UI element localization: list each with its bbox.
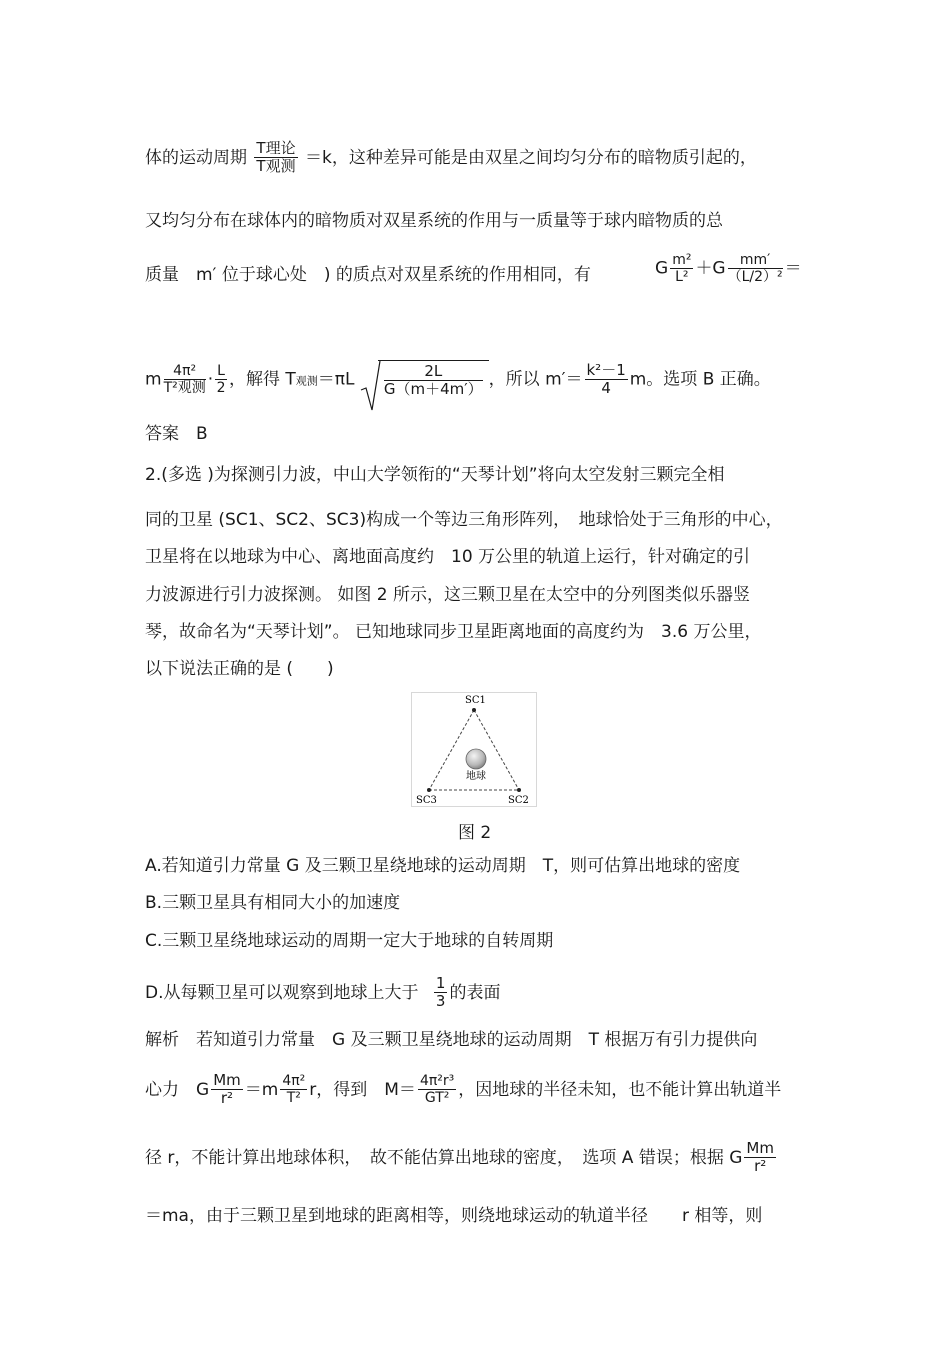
fraction-numerator: 4π²	[164, 363, 206, 380]
text-segment: 质量 m′ 位于球心处 ) 的质点对双星系统的作用相同，有	[145, 265, 591, 285]
question-text: 琴，故命名为“天琴计划”。 已知地球同步卫星距离地面的高度约为 3.6 万公里，	[145, 622, 762, 642]
fraction	[211, 1072, 243, 1108]
fraction-denominator: （L/2）²	[727, 269, 783, 286]
option-text: D.从每颗卫星可以观察到地球上大于	[145, 982, 419, 1003]
answer-line	[145, 423, 208, 445]
analysis-line-2	[145, 1072, 781, 1108]
earth-label: 地球	[466, 771, 486, 782]
satellite-triangle-figure	[411, 692, 537, 807]
text-segment: 体的运动周期	[145, 147, 247, 168]
question-text: 以下说法正确的是 ( )	[145, 659, 334, 679]
question-text: 2.(多选 )为探测引力波，中山大学领衔的“天琴计划”将向太空发射三颗完全相	[145, 465, 725, 485]
fraction-denominator: T²	[286, 1090, 301, 1107]
question-line	[145, 584, 750, 606]
square-root	[360, 360, 489, 399]
fraction	[215, 363, 227, 396]
analysis-text: ＝ma，由于三颗卫星到地球的距离相等，则绕地球运动的轨道半径 r 相等，则	[145, 1206, 763, 1226]
question-line	[145, 621, 761, 643]
text-segment: 又均匀分布在球体内的暗物质对双星系统的作用与一质量等于球内暗物质的总	[145, 211, 723, 231]
fraction-numerator: T理论	[256, 139, 296, 157]
option-text: C.三颗卫星绕地球运动的周期一定大于地球的自转周期	[145, 931, 554, 951]
sc1-label: SC1	[465, 695, 486, 706]
sc2-label: SC2	[508, 795, 529, 806]
analysis-text: ，因地球的半径未知，也不能计算出轨道半	[458, 1079, 782, 1100]
option-c	[145, 930, 553, 952]
question-line	[145, 658, 334, 680]
fraction	[728, 252, 783, 285]
fraction-numerator: Mm	[746, 1139, 774, 1157]
fraction-denominator: 3	[435, 992, 446, 1011]
equation-symbol: ＝m	[244, 1079, 279, 1100]
option-b	[145, 892, 400, 914]
fraction	[744, 1140, 776, 1176]
question-line	[145, 464, 725, 486]
subscript: 观测	[295, 374, 318, 388]
question-text: 同的卫星 (SC1、SC2、SC3)构成一个等边三角形阵列， 地球恰处于三角形的中心，	[145, 510, 783, 530]
fraction-numerator: Mm	[213, 1071, 241, 1089]
fraction	[434, 975, 448, 1011]
answer-text: 答案 B	[145, 424, 208, 444]
triangle-diagram	[412, 693, 536, 806]
text-line-3	[145, 264, 591, 286]
text-segment: m。选项 B 正确。	[629, 369, 771, 390]
fraction-numerator: 4π²	[282, 1073, 306, 1090]
analysis-line-3	[145, 1140, 778, 1176]
equation-symbol: ＝	[784, 258, 802, 279]
fraction-numerator: 1	[435, 974, 446, 992]
ratio-fraction	[254, 140, 297, 176]
fraction-denominator: T²观测	[163, 379, 206, 396]
figure-caption: 图 2	[458, 823, 492, 843]
option-text: B.三颗卫星具有相同大小的加速度	[145, 893, 401, 913]
equation-symbol: ·	[207, 369, 214, 390]
text-line-1	[145, 140, 757, 176]
analysis-text: 径 r，不能计算出地球体积， 故不能估算出地球的密度， 选项 A 错误；根据 G	[145, 1147, 743, 1168]
fraction-denominator: G（m＋4m′）	[383, 380, 483, 399]
equation-gravity	[655, 252, 802, 285]
fraction	[384, 363, 483, 399]
fraction	[585, 362, 628, 398]
equation-symbol: ＝πL	[317, 369, 355, 390]
analysis-text: 心力 G	[145, 1079, 210, 1100]
fraction-denominator: 4	[601, 378, 611, 397]
radical-sign-icon	[360, 360, 382, 412]
fraction-denominator: GT²	[424, 1090, 450, 1107]
option-a	[145, 855, 740, 877]
equation-symbol: G	[655, 258, 669, 279]
fraction-denominator: T观测	[256, 157, 296, 176]
fraction-denominator: 2	[216, 379, 226, 396]
analysis-line-4	[145, 1205, 762, 1227]
question-text: 力波源进行引力波探测。 如图 2 所示，这三颗卫星在太空中的分列图类似乐器竖	[145, 585, 751, 605]
text-line-2	[145, 210, 723, 232]
option-text: A.若知道引力常量 G 及三颗卫星绕地球的运动周期 T，则可估算出地球的密度	[145, 856, 741, 876]
analysis-line-1	[145, 1029, 757, 1051]
fraction	[418, 1073, 456, 1106]
fraction	[164, 363, 206, 396]
text-line-4	[145, 360, 771, 399]
fraction	[670, 252, 693, 285]
analysis-text: r，得到 M＝	[309, 1079, 416, 1100]
fraction-denominator: L²	[675, 269, 689, 286]
fraction	[280, 1073, 307, 1106]
analysis-text: 解析 若知道引力常量 G 及三颗卫星绕地球的运动周期 T 根据万有引力提供向	[145, 1030, 758, 1050]
fraction-denominator: r²	[220, 1089, 234, 1108]
sc3-label: SC3	[416, 795, 437, 806]
fraction-numerator: L	[217, 362, 225, 379]
equation-symbol: m	[145, 369, 162, 390]
question-line	[145, 509, 783, 531]
fraction-denominator: r²	[754, 1157, 767, 1176]
option-text: 的表面	[449, 982, 501, 1003]
fraction-numerator: 2L	[384, 363, 483, 381]
question-text: 卫星将在以地球为中心、离地面高度约 10 万公里的轨道上运行，针对确定的引	[145, 547, 751, 567]
fraction-numerator: mm′	[728, 252, 783, 269]
equation-symbol: ＋G	[695, 258, 726, 279]
fraction-numerator: k²－1	[586, 360, 626, 379]
fraction-numerator: 4π²r³	[419, 1073, 455, 1090]
text-segment: ，所以 m′＝	[488, 369, 583, 390]
text-segment: ＝k，这种差异可能是由双星之间均匀分布的暗物质引起的，	[304, 147, 757, 168]
text-segment: ，解得 T	[228, 369, 296, 390]
question-line	[145, 546, 750, 568]
fraction-numerator: m²	[672, 252, 692, 268]
option-d	[145, 975, 500, 1011]
